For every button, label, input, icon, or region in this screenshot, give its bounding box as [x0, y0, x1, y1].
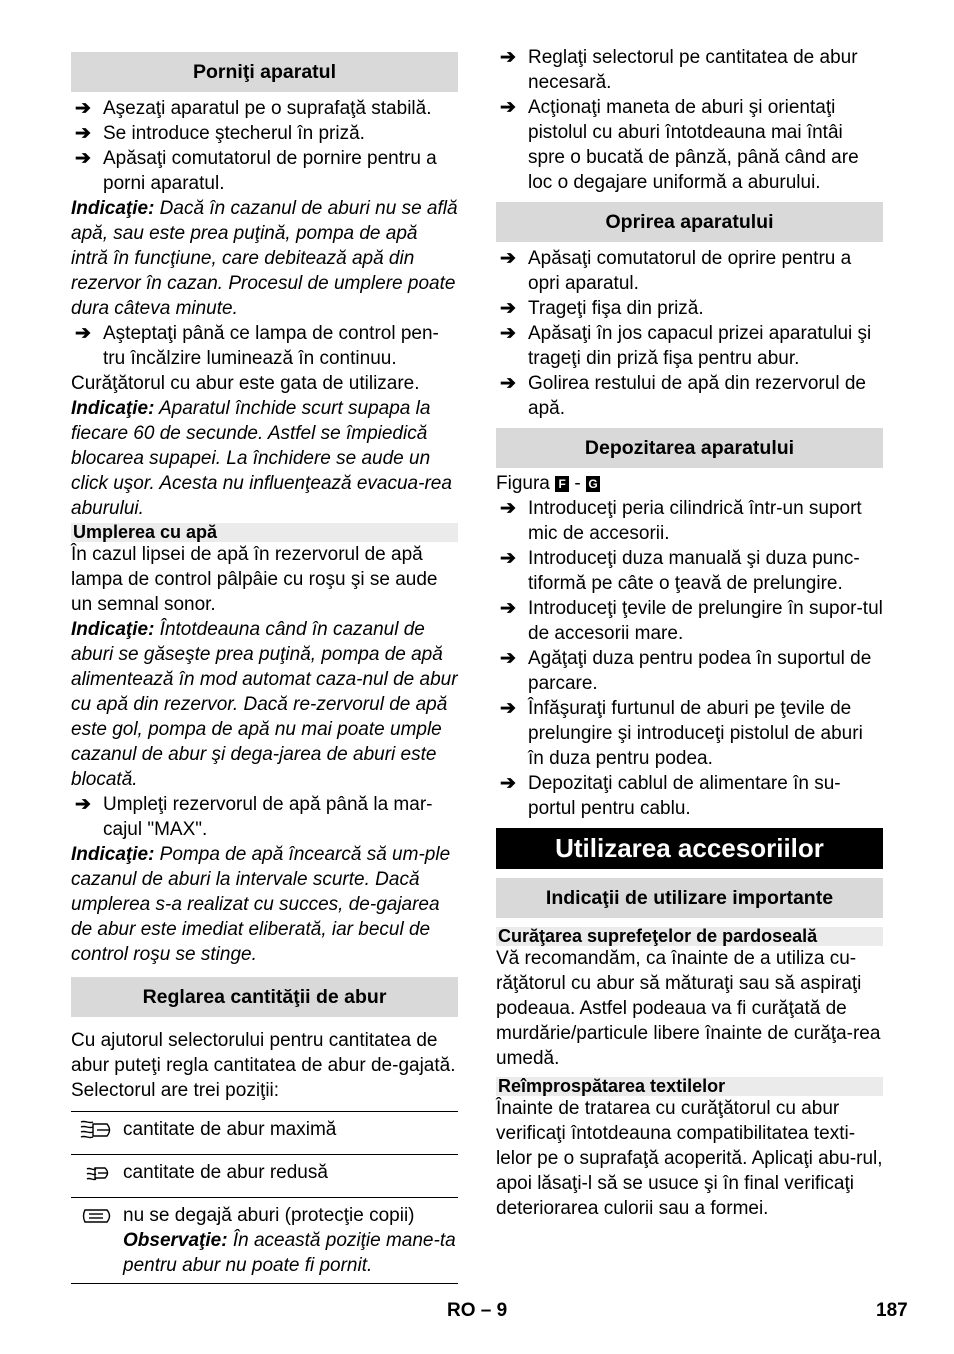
step: ➔ Se introduce ştecherul în priză. [75, 123, 365, 144]
arrow-icon: ➔ [500, 773, 516, 794]
left-column [71, 52, 458, 1284]
arrow-icon: ➔ [500, 298, 516, 319]
arrow-icon: ➔ [500, 373, 516, 394]
table-row [71, 1112, 458, 1155]
note: Indicaţie: Pompa de apă încearcă să um-ple cazanul de aburi la intervale scurte. Dacă umplerea s-a realizat cu succes, de-gajarea de abur este imediat eliberată, iar becul de control roşu se stinge. [71, 844, 451, 965]
child-lock-icon [71, 1198, 123, 1284]
section-heading-start: Porniţi aparatul [71, 52, 458, 92]
paragraph: Vă recomandăm, ca înainte de a utiliza cu-răţătorul cu abur să măturaţi sau să aspiraţi podeaua. Astfel podeaua va fi curăţată de murdărie/particule libere înainte de curăţa-rea umedă. [496, 948, 881, 1069]
arrow-icon: ➔ [75, 123, 91, 144]
step: ➔ Apăsaţi comutatorul de oprire pentru a opri aparatul. [500, 248, 852, 294]
paragraph: Cu ajutorul selectorului pentru cantitatea de abur puteţi regla cantitatea de abur de-gajată. Selectorul are trei poziţii: [71, 1030, 456, 1101]
subheading-fill-water: Umplerea cu apă [71, 523, 458, 542]
note: Indicaţie: Dacă în cazanul de aburi nu se află apă, sau este prea puţină, pompa de apă intră în funcţiune, care debitează apă din rezervor în cazan. Procesul de umplere poate dura câteva minute. [71, 198, 458, 319]
figure-reference: Figura F - G [496, 471, 883, 496]
step: ➔ Umpleţi rezervorul de apă până la mar-cajul "MAX". [75, 794, 433, 840]
paragraph: Înainte de tratarea cu curăţătorul cu abur verificaţi întotdeauna compatibilitatea texti-lelor pe o suprafaţă acoperită. Aplicaţi abu-rul, apoi lăsaţi-l să se usuce şi în final verificaţi deteriorarea culorii sau a formei. [496, 1098, 883, 1219]
step: ➔ Introduceţi peria cilindrică într-un suport mic de accesorii. [500, 498, 862, 544]
step: ➔ Depozitaţi cablul de alimentare în su-portul pentru cablu. [500, 773, 841, 819]
step: ➔ Introduceţi ţevile de prelungire în supor-tul de accesorii mare. [500, 598, 883, 644]
step: ➔ Trageţi fişa din priză. [500, 298, 704, 319]
arrow-icon: ➔ [75, 148, 91, 169]
arrow-icon: ➔ [75, 323, 91, 344]
step: ➔ Aşezaţi aparatul pe o suprafaţă stabilă. [75, 98, 432, 119]
selector-cell [123, 1198, 458, 1284]
steam-max-icon [71, 1112, 123, 1155]
ready-text: Curăţătorul cu abur este gata de utilizare. [71, 373, 420, 394]
step: ➔ Apăsaţi în jos capacul prizei aparatului şi trageţi din priză fişa pentru abur. [500, 323, 872, 369]
selector-table [71, 1111, 458, 1284]
arrow-icon: ➔ [500, 698, 516, 719]
table-row [71, 1155, 458, 1198]
paragraph: În cazul lipsei de apă în rezervorul de apă lampa de control pâlpâie cu roşu şi se aude un semnal sonor. [71, 544, 438, 615]
step: ➔ Înfăşuraţi furtunul de aburi pe ţevile de prelungire şi introduceţi pistolul de aburi în duza pentru podea. [500, 698, 863, 769]
arrow-icon: ➔ [75, 98, 91, 119]
right-column [496, 47, 883, 1221]
step: ➔ Agăţaţi duza pentru podea în suportul de parcare. [500, 648, 872, 694]
table-row [71, 1198, 458, 1284]
arrow-icon: ➔ [500, 97, 516, 118]
step: ➔ Golirea restului de apă din rezervorul de apă. [500, 373, 866, 419]
selector-label: cantitate de abur maximă [123, 1112, 458, 1155]
figure-f-badge: F [555, 476, 569, 492]
observation: Observaţie: În această poziţie mane-ta pentru abur nu poate fi pornit. [123, 1230, 456, 1276]
note: Indicaţie: Aparatul închide scurt supapa la fiecare 60 de secunde. Astfel se împiedică blocarea supapei. La închidere se aude un click uşor. Acesta nu influenţează evacua-rea aburului. [71, 398, 452, 519]
arrow-icon: ➔ [500, 323, 516, 344]
figure-g-badge: G [586, 476, 600, 492]
page-number: 187 [876, 1300, 908, 1321]
arrow-icon: ➔ [500, 47, 516, 68]
section-heading-storage: Depozitarea aparatului [496, 428, 883, 468]
note: Indicaţie: Întotdeauna când în cazanul de aburi se găseşte prea puţină, pompa de apă alimentează în mod automat caza-nul de abur cu apă din rezervor. Dacă re-zervorul de apă este gol, pompa de apă nu mai poate umple cazanul de abur şi dega-jarea de aburi este blocată. [71, 619, 458, 790]
arrow-icon: ➔ [500, 548, 516, 569]
selector-label: cantitate de abur redusă [123, 1155, 458, 1198]
steam-reduced-icon [71, 1155, 123, 1198]
step: ➔ Reglaţi selectorul pe cantitatea de abur necesară. [500, 47, 858, 93]
arrow-icon: ➔ [500, 248, 516, 269]
section-heading-important: Indicaţii de utilizare importante [496, 878, 883, 918]
arrow-icon: ➔ [75, 794, 91, 815]
footer-section: RO – 9 [447, 1300, 508, 1321]
chapter-heading: Utilizarea accesoriilor [496, 828, 883, 869]
arrow-icon: ➔ [500, 498, 516, 519]
arrow-icon: ➔ [500, 598, 516, 619]
step: ➔ Apăsaţi comutatorul de pornire pentru a porni aparatul. [75, 148, 437, 194]
subheading-textiles: Reîmprospătarea textilelor [496, 1077, 883, 1096]
step: ➔ Acţionaţi maneta de aburi şi orientaţi pistolul cu aburi întotdeauna mai întâi spre o bucată de pânză, până când are loc o degajare uniformă a aburului. [500, 97, 859, 193]
step: ➔ Introduceţi duza manuală şi duza punc-tiformă pe câte o ţeavă de prelungire. [500, 548, 860, 594]
step: ➔ Aşteptaţi până ce lampa de control pen-tru încălzire luminează în continuu. [75, 323, 439, 369]
subheading-floor: Curăţarea suprefeţelor de pardoseală [496, 927, 883, 946]
section-heading-steam-amount: Reglarea cantităţii de abur [71, 977, 458, 1017]
arrow-icon: ➔ [500, 648, 516, 669]
selector-label: nu se degajă aburi (protecţie copii) [123, 1205, 415, 1226]
section-heading-stop: Oprirea aparatului [496, 202, 883, 242]
